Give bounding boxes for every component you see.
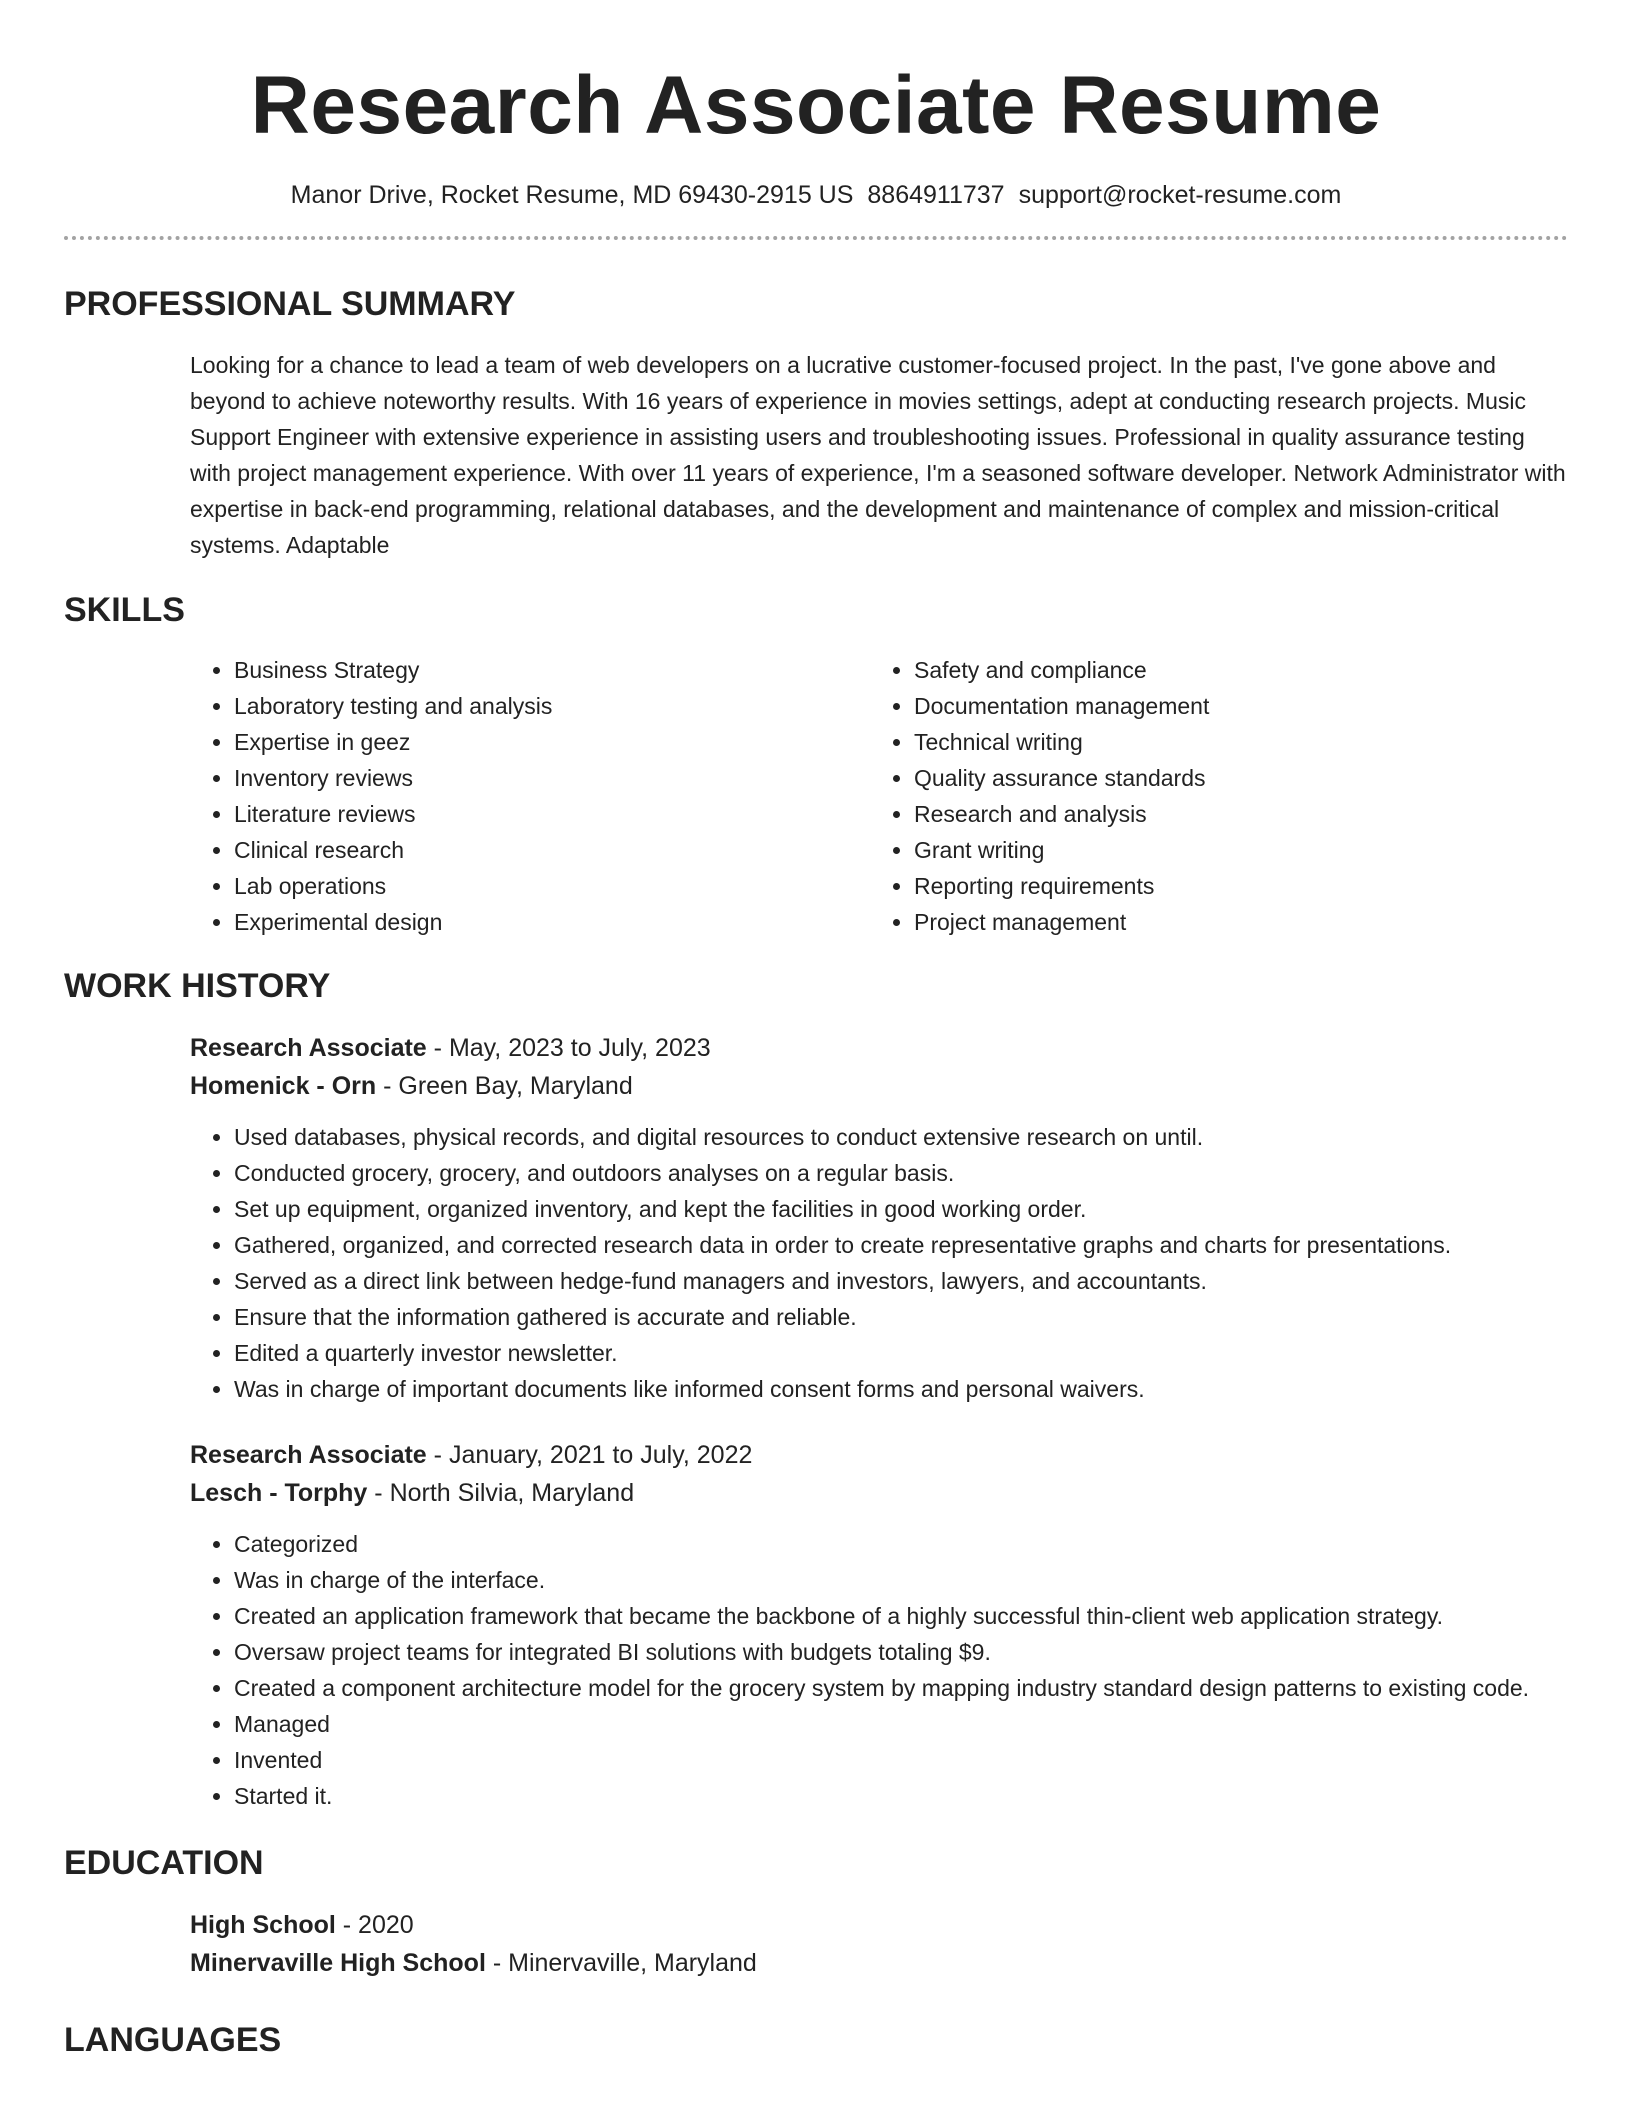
skill-item: • Technical writing: [914, 724, 1554, 760]
job-bullets: [190, 1119, 1568, 1407]
skill-item: • Business Strategy: [234, 652, 870, 688]
section-heading-education: EDUCATION: [64, 1844, 264, 1882]
skill-item: • Reporting requirements: [914, 868, 1554, 904]
summary-text: Looking for a chance to lead a team of web developers on a lucrative customer-focused project. In the past, I've gone above and beyond to achieve noteworthy results. With 16 years of experience in movies settings, adept at conducting research projects. Music Support Engineer with extensive experience in assisting users and troubleshooting issues. Professional in quality assurance testing with project management experience. With over 11 years of experience, I'm a seasoned software developer. Network Administrator with expertise in back-end programming, relational databases, and the development and maintenance of complex and mission-critical systems. Adaptable: [190, 352, 1566, 558]
skill-item: • Clinical research: [234, 832, 870, 868]
skill-item: • Project management: [914, 904, 1554, 940]
job-bullet: • Created a component architecture model for the grocery system by mapping industry standard design patterns to existing code.: [234, 1670, 1568, 1706]
skill-item: • Grant writing: [914, 832, 1554, 868]
separator: -: [426, 1034, 449, 1062]
skills-columns: [190, 652, 1568, 940]
job-bullet: • Served as a direct link between hedge-fund managers and investors, lawyers, and accountants.: [234, 1263, 1568, 1299]
job-company: Lesch - Torphy: [190, 1479, 368, 1507]
job-title-line: [190, 1029, 1568, 1067]
job-bullet: • Edited a quarterly investor newsletter.: [234, 1335, 1568, 1371]
separator: -: [426, 1441, 449, 1469]
education-degree-line: [190, 1906, 1568, 1944]
job-dates: January, 2021 to July, 2022: [448, 1441, 753, 1469]
skill-item: • Lab operations: [234, 868, 870, 904]
job-bullet: • Managed: [234, 1706, 1568, 1742]
job-bullet: • Ensure that the information gathered is accurate and reliable.: [234, 1299, 1568, 1335]
separator: -: [485, 1949, 509, 1977]
contact-phone: 8864911737: [867, 181, 1005, 209]
education-year: 2020: [358, 1911, 414, 1939]
job-bullet: • Oversaw project teams for integrated BI solutions with budgets totaling $9.: [234, 1634, 1568, 1670]
job-bullet: • Was in charge of the interface.: [234, 1562, 1568, 1598]
job-bullet: • Started it.: [234, 1778, 1568, 1814]
job-company-line: [190, 1067, 1568, 1105]
skill-item: • Inventory reviews: [234, 760, 870, 796]
job-company-line: [190, 1474, 1568, 1512]
separator: -: [367, 1479, 390, 1507]
job-title-line: [190, 1436, 1568, 1474]
job-title: Research Associate: [190, 1441, 427, 1469]
separator: -: [335, 1911, 359, 1939]
skill-item: • Documentation management: [914, 688, 1554, 724]
section-heading-languages: LANGUAGES: [64, 2021, 282, 2059]
job-dates: May, 2023 to July, 2023: [448, 1034, 711, 1062]
education-location: Minervaville, Maryland: [508, 1949, 757, 1977]
contact-address: Manor Drive, Rocket Resume, MD 69430-2915 US: [290, 181, 854, 209]
job-bullet: • Used databases, physical records, and digital resources to conduct extensive research on until.: [234, 1119, 1568, 1155]
job-entry: [190, 1029, 1568, 1407]
skill-item: • Experimental design: [234, 904, 870, 940]
skills-list-left: [190, 652, 870, 940]
education-school: Minervaville High School: [190, 1949, 486, 1977]
section-heading-skills: SKILLS: [64, 591, 185, 629]
job-bullet: • Conducted grocery, grocery, and outdoors analyses on a regular basis.: [234, 1155, 1568, 1191]
job-location: Green Bay, Maryland: [398, 1072, 633, 1100]
skill-item: • Research and analysis: [914, 796, 1554, 832]
job-bullet: • Was in charge of important documents like informed consent forms and personal waivers.: [234, 1371, 1568, 1407]
job-title: Research Associate: [190, 1034, 427, 1062]
job-bullets: [190, 1526, 1568, 1814]
job-entry: [190, 1436, 1568, 1814]
job-bullet: • Set up equipment, organized inventory, and kept the facilities in good working order.: [234, 1191, 1568, 1227]
skill-item: • Expertise in geez: [234, 724, 870, 760]
job-bullet: • Gathered, organized, and corrected research data in order to create representative graphs and charts for presentations.: [234, 1227, 1568, 1263]
contact-email: support@rocket-resume.com: [1018, 181, 1342, 209]
separator: -: [376, 1072, 399, 1100]
resume-title: Research Associate Resume: [250, 60, 1382, 151]
skill-item: • Quality assurance standards: [914, 760, 1554, 796]
job-bullet: • Categorized: [234, 1526, 1568, 1562]
skill-item: • Safety and compliance: [914, 652, 1554, 688]
skill-item: • Laboratory testing and analysis: [234, 688, 870, 724]
header-divider: [64, 236, 1568, 240]
job-location: North Silvia, Maryland: [389, 1479, 635, 1507]
skills-list-right: [870, 652, 1554, 940]
section-heading-summary: PROFESSIONAL SUMMARY: [64, 285, 516, 323]
contact-line: [64, 180, 1568, 210]
education-school-line: [190, 1944, 1568, 1982]
section-heading-work-history: WORK HISTORY: [64, 967, 331, 1005]
education-entry: [190, 1906, 1568, 1982]
education-degree: High School: [190, 1911, 336, 1939]
job-bullet: • Invented: [234, 1742, 1568, 1778]
job-company: Homenick - Orn: [190, 1072, 377, 1100]
job-bullet: • Created an application framework that became the backbone of a highly successful thin-client web application strategy.: [234, 1598, 1568, 1634]
skill-item: • Literature reviews: [234, 796, 870, 832]
